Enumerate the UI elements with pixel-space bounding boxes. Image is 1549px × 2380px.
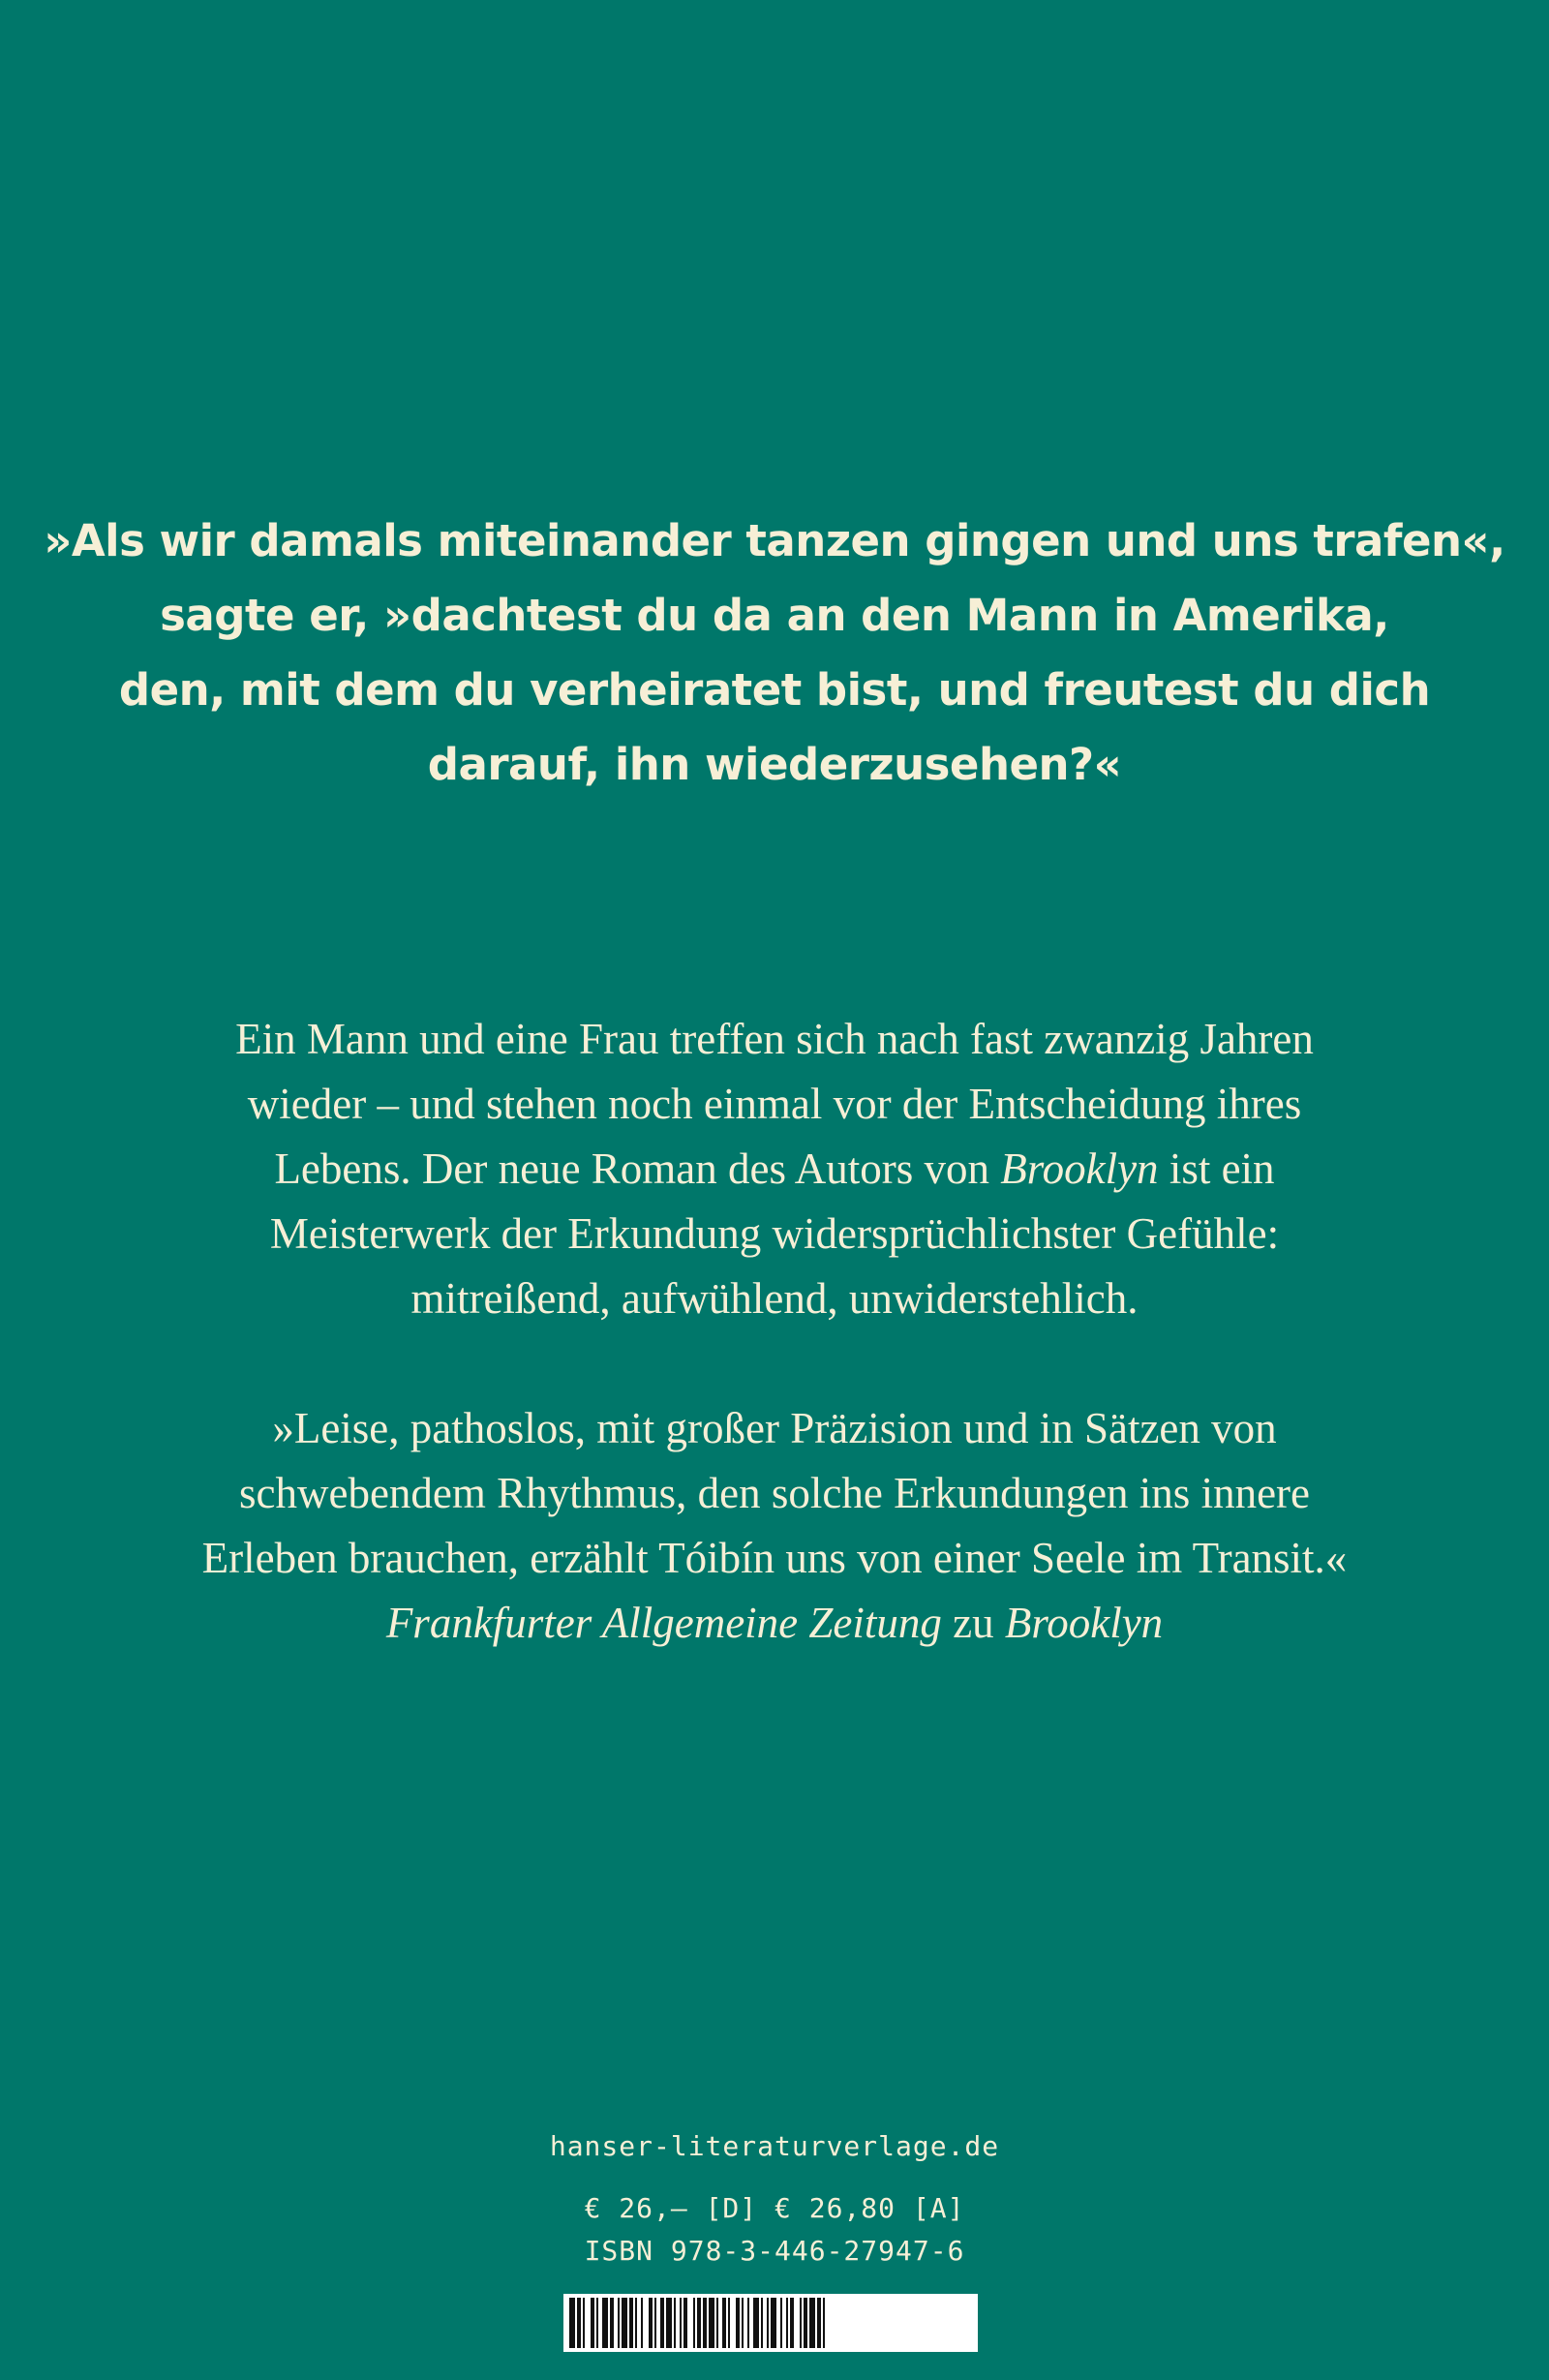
- barcode-bar: [680, 2298, 682, 2348]
- barcode-bar: [747, 2298, 749, 2348]
- barcode-bar: [591, 2298, 594, 2348]
- barcode-bar: [709, 2298, 714, 2348]
- description-line: [0, 1137, 1549, 1202]
- barcode-bar: [622, 2298, 627, 2348]
- barcode-bar: [790, 2298, 794, 2348]
- barcode-bar: [635, 2298, 637, 2348]
- review-line: »Leise, pathoslos, mit großer Präzision und in Sätzen von: [272, 1404, 1277, 1452]
- barcode-bar: [583, 2298, 585, 2348]
- barcode-bar: [703, 2298, 707, 2348]
- review-publication: Frankfurter Allgemeine Zeitung: [385, 1599, 942, 1647]
- barcode-bar: [809, 2298, 815, 2348]
- barcode-bar: [771, 2298, 776, 2348]
- barcode-bar: [629, 2298, 633, 2348]
- barcode-bar: [780, 2298, 782, 2348]
- description-line: Ein Mann und eine Frau treffen sich nach fast zwanzig Jahren: [235, 1015, 1314, 1063]
- barcode-bar: [577, 2298, 581, 2348]
- barcode-bar: [693, 2298, 695, 2348]
- barcode-bar: [761, 2298, 763, 2348]
- barcode-bar: [736, 2298, 740, 2348]
- barcode-bar: [804, 2298, 807, 2348]
- barcode-bar: [742, 2298, 744, 2348]
- barcode-bar: [654, 2298, 656, 2348]
- description-text: Lebens. Der neue Roman des Autors von: [274, 1144, 1001, 1193]
- publisher-website: hanser-literaturverlage.de: [549, 2130, 1000, 2162]
- excerpt-quote: [0, 503, 1549, 802]
- quote-line: »Als wir damals miteinander tanzen gingen und uns trafen«,: [44, 515, 1505, 566]
- barcode-bar: [697, 2298, 701, 2348]
- barcode-bar: [674, 2298, 676, 2348]
- barcode-bar: [753, 2298, 759, 2348]
- barcode-bar: [728, 2298, 730, 2348]
- review-book-title: Brooklyn: [1004, 1599, 1164, 1647]
- isbn-number: ISBN 978-3-446-27947-6: [584, 2235, 965, 2267]
- review-line: schwebendem Rhythmus, den solche Erkundungen ins innere: [238, 1469, 1310, 1517]
- book-title-reference: Brooklyn: [1000, 1144, 1159, 1193]
- barcode-bar: [666, 2298, 672, 2348]
- barcode-graphic: [563, 2294, 978, 2352]
- barcode-icon: [563, 2294, 978, 2352]
- book-description: [0, 1007, 1549, 1331]
- barcode-bar: [641, 2298, 643, 2348]
- quote-line: darauf, ihn wiederzusehen?«: [427, 739, 1122, 790]
- barcode-bar: [716, 2298, 718, 2348]
- review-line: Erleben brauchen, erzählt Tóibín uns von einer Seele im Transit.«: [201, 1534, 1348, 1582]
- barcode-bar: [569, 2298, 575, 2348]
- quote-line: sagte er, »dachtest du da an den Mann in Amerika,: [160, 590, 1389, 641]
- description-line: mitreißend, aufwühlend, unwiderstehlich.: [410, 1274, 1139, 1323]
- barcode-bar: [618, 2298, 620, 2348]
- review-source-connector: zu: [941, 1599, 1005, 1647]
- barcode-bar: [767, 2298, 769, 2348]
- barcode-bar: [800, 2298, 802, 2348]
- barcode-bar: [683, 2298, 687, 2348]
- barcode-bar: [649, 2298, 653, 2348]
- quote-line: den, mit dem du verheiratet bist, und freutest du dich: [118, 664, 1431, 716]
- description-line: wieder – und stehen noch einmal vor der Entscheidung ihres: [247, 1080, 1302, 1128]
- price-info: € 26,– [D] € 26,80 [A]: [584, 2192, 965, 2224]
- description-line: Meisterwerk der Erkundung widersprüchlichster Gefühle:: [269, 1209, 1280, 1258]
- barcode-bar: [722, 2298, 726, 2348]
- barcode-bar: [823, 2298, 825, 2348]
- barcode-bar: [660, 2298, 664, 2348]
- barcode-bar: [596, 2298, 598, 2348]
- description-text: ist ein: [1158, 1144, 1275, 1193]
- barcode-bar: [786, 2298, 788, 2348]
- barcode-bar: [602, 2298, 608, 2348]
- barcode-bar: [817, 2298, 821, 2348]
- press-review: [0, 1396, 1549, 1656]
- barcode-bar: [610, 2298, 614, 2348]
- review-source: [0, 1591, 1549, 1656]
